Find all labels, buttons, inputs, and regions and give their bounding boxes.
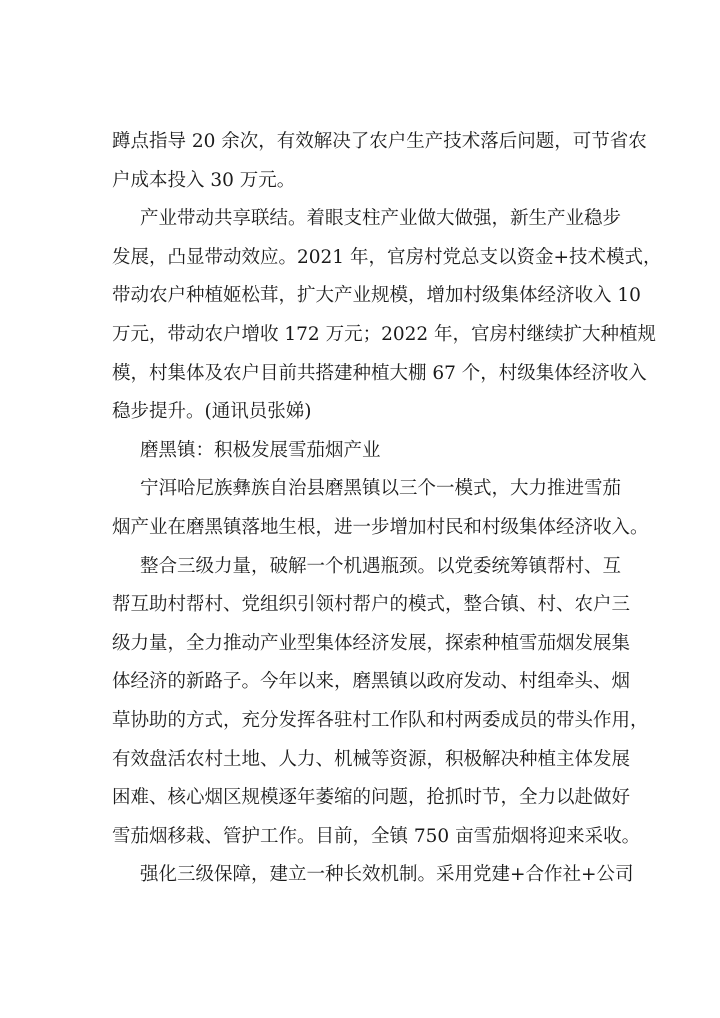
text-line-12: 整合三级力量，破解一个机遇瓶颈。以党委统筹镇帮村、互 [140, 555, 622, 577]
text-line-8: 稳步提升。(通讯员张娣) [112, 401, 312, 423]
text-line-5: 带动农户种植姬松茸，扩大产业规模，增加村级集体经济收入 10 [112, 285, 641, 307]
document-body [112, 123, 662, 895]
text-line-4: 发展，凸显带动效应。2021 年，官房村党总支以资金+技术模式， [112, 246, 662, 268]
text-line-2: 户成本投入 30 万元。 [112, 169, 296, 191]
text-line-13: 帮互助村帮村、党组织引领村帮户的模式，整合镇、村、农户三 [112, 594, 631, 616]
text-line-11: 烟产业在磨黑镇落地生根，进一步增加村民和村级集体经济收入。 [112, 516, 649, 538]
text-line-18: 困难、核心烟区规模逐年萎缩的问题，抢抓时节，全力以赴做好 [112, 787, 631, 809]
section-heading: 磨黑镇：积极发展雪茄烟产业 [140, 439, 381, 461]
text-line-10: 宁洱哈尼族彝族自治县磨黑镇以三个一模式，大力推进雪茄 [140, 478, 622, 500]
text-line-14: 级力量，全力推动产业型集体经济发展，探索种植雪茄烟发展集 [112, 632, 631, 654]
text-line-20: 强化三级保障，建立一种长效机制。采用党建+合作社+公司 [140, 864, 634, 886]
text-line-15: 体经济的新路子。今年以来，磨黑镇以政府发动、村组牵头、烟 [112, 671, 631, 693]
text-line-17: 有效盘活农村土地、人力、机械等资源，积极解决种植主体发展 [112, 748, 631, 770]
text-line-1: 蹲点指导 20 余次，有效解决了农户生产技术落后问题，可节省农 [112, 131, 647, 152]
text-line-19: 雪茄烟移栽、管护工作。目前，全镇 750 亩雪茄烟将迎来采收。 [112, 825, 641, 847]
text-line-3: 产业带动共享联结。着眼支柱产业做大做强，新生产业稳步 [140, 208, 622, 230]
text-line-6: 万元，带动农户增收 172 万元；2022 年，官房村继续扩大种植规 [112, 323, 657, 345]
text-line-16: 草协助的方式，充分发挥各驻村工作队和村两委成员的带头作用， [112, 709, 649, 731]
text-line-7: 模，村集体及农户目前共搭建种植大棚 67 个，村级集体经济收入 [112, 362, 647, 384]
